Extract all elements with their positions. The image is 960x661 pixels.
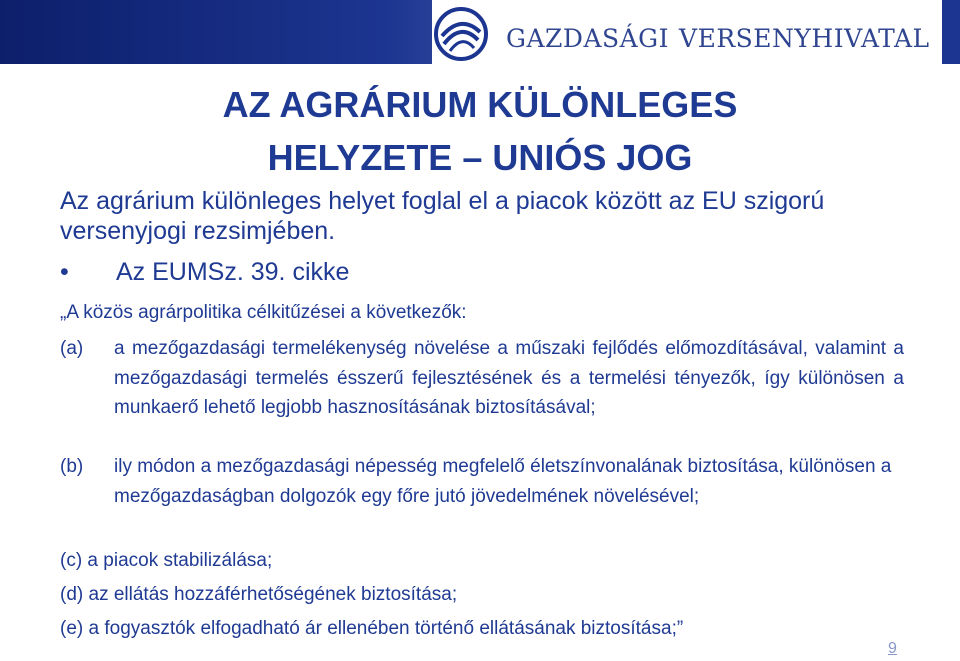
list-item-e: (e) a fogyasztók elfogadható ár ellenében történő ellátásának biztosítása;” — [60, 618, 684, 639]
header-right-tab — [942, 0, 960, 64]
lead-sentence: „A közös agrárpolitika célkitűzései a következők: — [60, 302, 467, 323]
list-item-c: (c) a piacok stabilizálása; — [60, 550, 273, 571]
list-item-a-label: (a) — [60, 338, 84, 359]
logo-word-gazdasagi: GAZDASÁGI — [506, 24, 670, 53]
list-item-d: (d) az ellátás hozzáférhetőségének biztosítása; — [60, 584, 458, 605]
logo-wordmark — [506, 24, 930, 53]
slide-title-line2: HELYZETE – UNIÓS JOG — [267, 137, 693, 178]
list-item-b-label: (b) — [60, 456, 84, 477]
list-item-b-text: ily módon a mezőgazdasági népesség megfelelő életszínvonalának biztosítása, különösen a mezőgazdaságban dolgozók egy főre jutó jövedelmének növelésével; — [114, 456, 892, 507]
logo-emblem-icon — [432, 6, 490, 62]
bullet-item — [60, 258, 349, 287]
logo-word-versenyhivatal: VERSENYHIVATAL — [679, 24, 930, 53]
intro-paragraph: Az agrárium különleges helyet foglal el a piacok között az EU szigorú versenyjogi rezsimjében. — [60, 187, 825, 245]
slide-title-line1: AZ AGRÁRIUM KÜLÖNLEGES — [222, 84, 738, 125]
list-item-a-text: a mezőgazdasági termelékenység növelése a műszaki fejlődés előmozdításával, valamint a mezőgazdasági termelés ésszerű fejlesztésének és a termelési tényezők, így különösen a munkaerő lehető legjobb hasznosításának biztosításával; — [114, 338, 904, 418]
bullet-dot-icon: • — [60, 258, 69, 286]
bullet-text: Az EUMSz. 39. cikke — [116, 258, 350, 286]
page-number: 9 — [888, 640, 897, 657]
